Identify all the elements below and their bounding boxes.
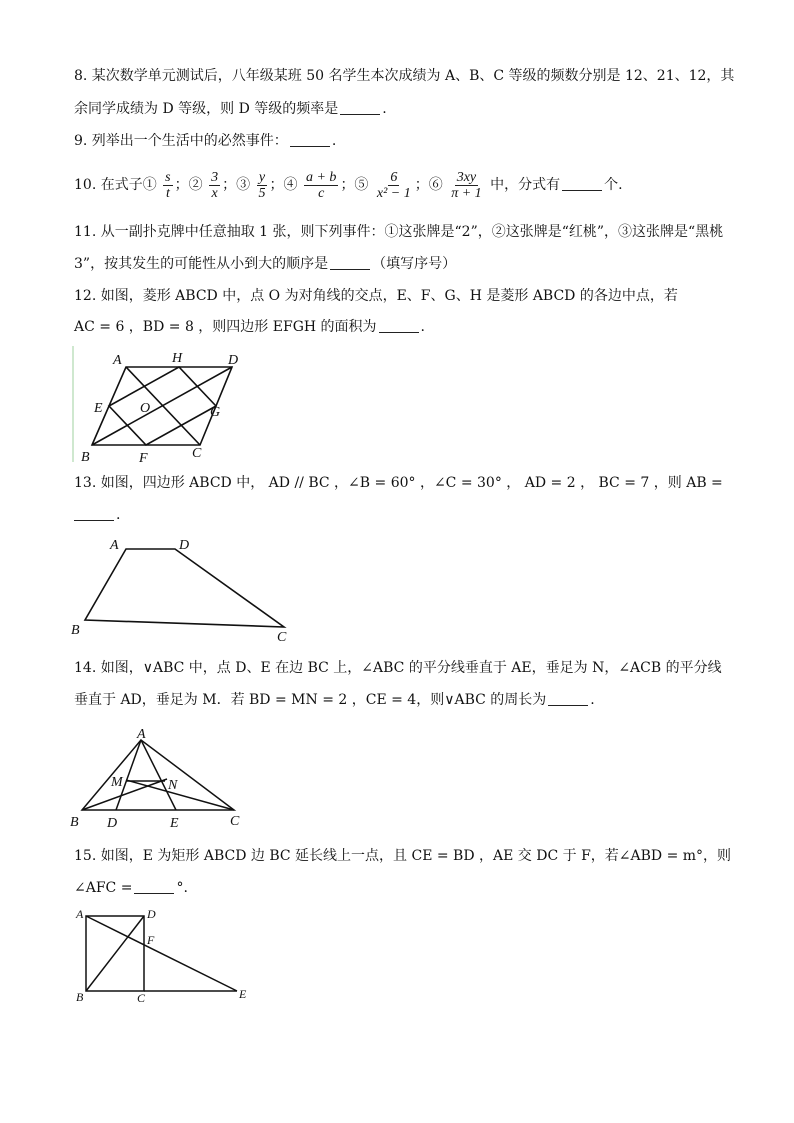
- q12-label-o: O: [140, 401, 151, 416]
- q15-label-c: C: [137, 991, 146, 1005]
- q10-num-3: y: [258, 169, 266, 185]
- q10-sep-1: ；②: [174, 177, 203, 193]
- q10-sep-2: ；③: [222, 177, 251, 193]
- q14-label-c: C: [230, 814, 240, 829]
- q10-sep-3: ；④: [269, 177, 298, 193]
- q15-text-2: ∠AFC =: [74, 880, 133, 896]
- q10-num-4: a + b: [305, 169, 337, 185]
- q14-label-n: N: [168, 778, 178, 793]
- q10-den-6: π + 1: [451, 185, 482, 201]
- q11-text-2: 3”，按其发生的可能性从小到大的顺序是: [74, 256, 329, 272]
- q10-den-5: x² − 1: [376, 185, 411, 201]
- q15-text-1: 15. 如图，E 为矩形 ABCD 边 BC 延长线上一点，且 CE = BD ，AE 交 DC 于 F，若∠ABD = m°，则: [74, 848, 732, 864]
- q15-end: °.: [176, 880, 188, 896]
- q14-label-m: M: [111, 775, 123, 790]
- q8-end: .: [382, 101, 387, 117]
- q12-end: .: [420, 319, 425, 335]
- q13-text-1: 13. 如图，四边形 ABCD 中， AD // BC ，∠B = 60° ，∠C = 30° ， AD = 2 ， BC = 7 ，则 AB =: [74, 475, 723, 491]
- q8-text-2: 余同学成绩为 D 等级，则 D 等级的频率是: [74, 101, 339, 117]
- q10-suffix-a: 中，分式有: [490, 177, 561, 193]
- q13-label-d: D: [179, 538, 190, 553]
- q15-label-e: E: [239, 987, 247, 1001]
- q11-text-1: 11. 从一副扑克牌中任意抽取 1 张，则下列事件：①这张牌是“2”，②这张牌是“红桃”，③这张牌是“黑桃: [74, 224, 724, 240]
- q9-text: 9. 列举出一个生活中的必然事件：: [74, 133, 288, 149]
- q10-den-2: x: [211, 185, 218, 201]
- q8-text-1: 8. 某次数学单元测试后，八年级某班 50 名学生本次成绩为 A、B、C 等级的频数分别是 12、21、12，其: [74, 68, 735, 84]
- q9-end: .: [331, 133, 337, 149]
- q15-label-f: F: [147, 933, 155, 947]
- q13-end: .: [116, 507, 121, 523]
- q10-num-6: 3xy: [456, 169, 477, 185]
- q15-diagonal-bd: [86, 916, 144, 991]
- q15-label-b: B: [76, 990, 84, 1004]
- q13-label-a: A: [110, 538, 119, 553]
- q10-den-4: c: [318, 185, 325, 201]
- q14-label-d: D: [107, 816, 118, 831]
- q14-end: .: [590, 692, 595, 708]
- q14-label-e: E: [170, 816, 179, 831]
- q12-label-c: C: [192, 446, 202, 461]
- q15-label-d: D: [147, 907, 156, 921]
- q12-label-a: A: [113, 353, 122, 368]
- q11-text-3: （填写序号）: [372, 256, 457, 272]
- q10-sep-4: ；⑤: [340, 177, 369, 193]
- q10-num-2: 3: [211, 169, 219, 185]
- q10-sep-5: ；⑥: [414, 177, 443, 193]
- q10-prefix: 10. 在式子①: [74, 177, 157, 193]
- q10-num-1: s: [165, 169, 171, 185]
- q12-text-1: 12. 如图，菱形 ABCD 中，点 O 为对角线的交点，E、F、G、H 是菱形 ABCD 的各边中点，若: [74, 288, 678, 304]
- q14-text-1: 14. 如图，∨ABC 中，点 D、E 在边 BC 上，∠ABC 的平分线垂直于 AE，垂足为 N，∠ACB 的平分线: [74, 660, 722, 676]
- q15-label-a: A: [76, 907, 84, 921]
- q12-label-b: B: [81, 450, 90, 465]
- q12-label-d: D: [228, 353, 239, 368]
- q12-label-f: F: [139, 451, 148, 466]
- q14-label-a: A: [137, 727, 146, 742]
- q10-den-1: t: [165, 185, 170, 201]
- q13-label-c: C: [277, 630, 287, 645]
- q12-label-e: E: [94, 401, 103, 416]
- q10-num-5: 6: [390, 169, 398, 185]
- q10-den-3: 5: [258, 185, 266, 201]
- q14-label-b: B: [70, 815, 79, 830]
- q15-segment-ae: [86, 916, 237, 991]
- q14-text-2: 垂直于 AD，垂足为 M．若 BD = MN = 2 ，CE = 4，则∨ABC 的周长为: [74, 692, 547, 708]
- q12-label-g: G: [210, 405, 221, 420]
- q12-text-2: AC = 6 ，BD = 8 ，则四边形 EFGH 的面积为: [74, 319, 377, 335]
- q12-label-h: H: [172, 351, 183, 366]
- q10-suffix-b: 个.: [604, 177, 623, 193]
- q13-label-b: B: [71, 623, 80, 638]
